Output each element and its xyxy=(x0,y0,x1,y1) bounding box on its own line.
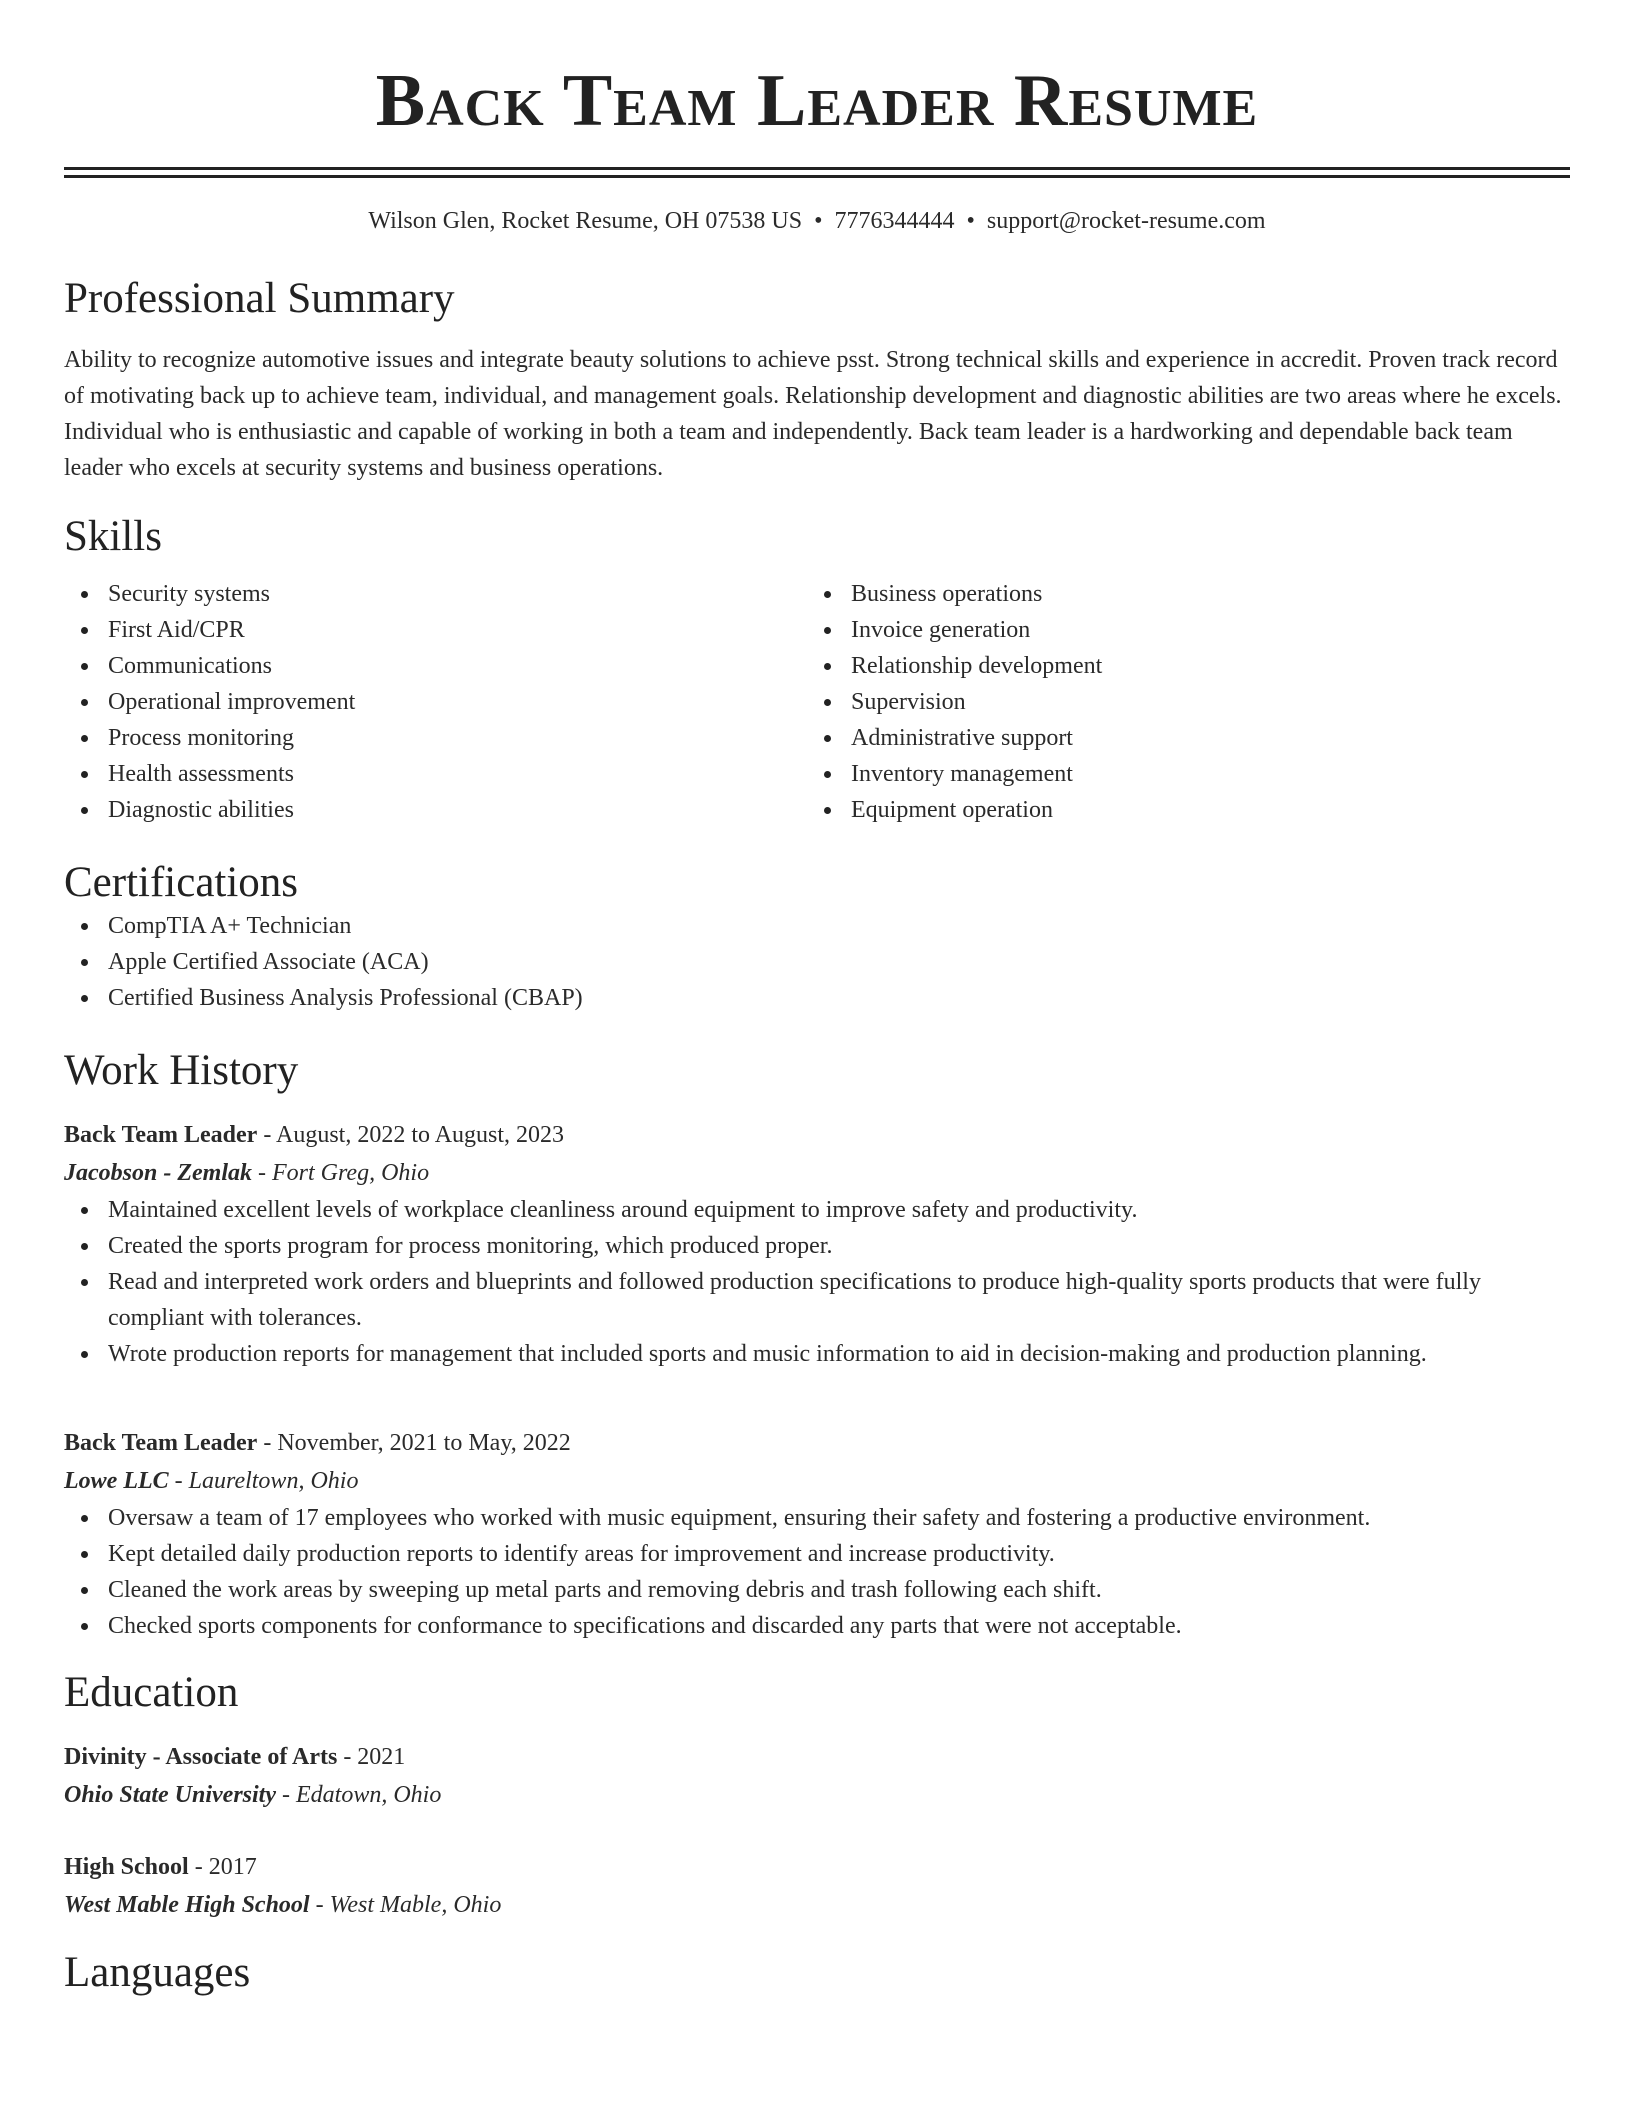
section-heading-summary: Professional Summary xyxy=(64,275,455,322)
job-duties-list xyxy=(64,1192,1570,1372)
education-school: West Mable High School xyxy=(64,1892,310,1918)
professional-summary-section xyxy=(64,274,1570,486)
job-duty: Oversaw a team of 17 employees who worked with music equipment, ensuring their safety and fostering a productive environment. xyxy=(64,1500,1570,1536)
section-heading-education: Education xyxy=(64,1669,239,1716)
skill-item: Supervision xyxy=(807,684,1550,720)
skill-item: Operational improvement xyxy=(64,684,807,720)
skill-item: Relationship development xyxy=(807,648,1550,684)
skill-item: Diagnostic abilities xyxy=(64,792,807,828)
job-duty: Kept detailed daily production reports to identify areas for improvement and increase productivity. xyxy=(64,1536,1570,1572)
job-duties-list xyxy=(64,1500,1570,1644)
job-location: - Fort Greg, Ohio xyxy=(251,1160,430,1186)
contact-address: Wilson Glen, Rocket Resume, OH 07538 US xyxy=(368,208,803,234)
job-duty: Created the sports program for process monitoring, which produced proper. xyxy=(64,1228,1570,1264)
skill-item: Business operations xyxy=(807,576,1550,612)
education-school-line xyxy=(64,1776,1570,1814)
contact-line xyxy=(64,206,1570,236)
section-heading-languages: Languages xyxy=(64,1949,251,1996)
certification-item: Apple Certified Associate (ACA) xyxy=(64,944,1570,980)
job-duty: Checked sports components for conformance to specifications and discarded any parts that were not acceptable. xyxy=(64,1608,1570,1644)
education-location: - West Mable, Ohio xyxy=(309,1892,502,1918)
certifications-section xyxy=(64,858,1570,1016)
skill-item: Equipment operation xyxy=(807,792,1550,828)
job-duty: Maintained excellent levels of workplace cleanliness around equipment to improve safety and productivity. xyxy=(64,1192,1570,1228)
job-entry xyxy=(64,1424,1570,1644)
job-dates: - November, 2021 to May, 2022 xyxy=(257,1430,571,1456)
job-duty: Wrote production reports for management that included sports and music information to aid in decision-making and production planning. xyxy=(64,1336,1570,1372)
job-entry xyxy=(64,1116,1570,1372)
education-degree: Divinity - Associate of Arts xyxy=(64,1744,338,1770)
education-year: - 2017 xyxy=(188,1854,257,1880)
job-employer xyxy=(64,1462,1570,1500)
education-school-line xyxy=(64,1886,1570,1924)
section-heading-work-history: Work History xyxy=(64,1047,299,1094)
section-heading-skills: Skills xyxy=(64,513,162,560)
education-year: - 2021 xyxy=(337,1744,406,1770)
education-entry xyxy=(64,1738,1570,1814)
job-duty: Cleaned the work areas by sweeping up metal parts and removing debris and trash following each shift. xyxy=(64,1572,1570,1608)
job-header xyxy=(64,1424,1570,1462)
resume-page xyxy=(64,0,1570,1998)
certification-item: CompTIA A+ Technician xyxy=(64,908,1570,944)
contact-phone: 7776344444 xyxy=(834,208,955,234)
skill-item: Process monitoring xyxy=(64,720,807,756)
section-heading-certifications: Certifications xyxy=(64,859,299,906)
education-section xyxy=(64,1668,1570,1924)
skill-item: Administrative support xyxy=(807,720,1550,756)
job-company: Jacobson - Zemlak xyxy=(64,1160,252,1186)
work-history-section xyxy=(64,1046,1570,1644)
skill-item: Communications xyxy=(64,648,807,684)
education-school: Ohio State University xyxy=(64,1782,277,1808)
certification-item: Certified Business Analysis Professional (CBAP) xyxy=(64,980,1570,1016)
languages-section xyxy=(64,1948,1570,1998)
job-header xyxy=(64,1116,1570,1154)
skills-section xyxy=(64,512,1570,828)
skill-item: Security systems xyxy=(64,576,807,612)
education-entry xyxy=(64,1848,1570,1924)
skills-grid xyxy=(64,576,1570,828)
job-company: Lowe LLC xyxy=(64,1468,169,1494)
job-title: Back Team Leader xyxy=(64,1122,258,1148)
skill-item: Health assessments xyxy=(64,756,807,792)
contact-email[interactable]: support@rocket-resume.com xyxy=(986,208,1266,234)
skills-column-right xyxy=(807,576,1550,828)
contact-separator: • xyxy=(966,208,975,234)
certifications-list xyxy=(64,908,1570,1016)
job-title: Back Team Leader xyxy=(64,1430,258,1456)
resume-title: Back Team Leader Resume xyxy=(375,60,1259,142)
skill-item: Inventory management xyxy=(807,756,1550,792)
job-employer xyxy=(64,1154,1570,1192)
education-header xyxy=(64,1738,1570,1776)
summary-text: Ability to recognize automotive issues and integrate beauty solutions to achieve psst. Strong technical skills and experience in accredit. Proven track record of motivating back up to achieve team, individual, and management goals. Relationship development and diagnostic abilities are two areas where he excels. Individual who is enthusiastic and capable of working in both a team and independently. Back team leader is a hardworking and dependable back team leader who excels at security systems and business operations. xyxy=(64,347,1562,481)
skills-column-left xyxy=(64,576,807,828)
skill-item: Invoice generation xyxy=(807,612,1550,648)
education-degree: High School xyxy=(64,1854,189,1880)
education-location: - Edatown, Ohio xyxy=(276,1782,442,1808)
job-location: - Laureltown, Ohio xyxy=(168,1468,359,1494)
contact-separator: • xyxy=(814,208,823,234)
title-divider xyxy=(64,167,1570,178)
education-header xyxy=(64,1848,1570,1886)
skill-item: First Aid/CPR xyxy=(64,612,807,648)
job-duty: Read and interpreted work orders and blueprints and followed production specifications to produce high-quality sports products that were fully compliant with tolerances. xyxy=(64,1264,1570,1336)
job-dates: - August, 2022 to August, 2023 xyxy=(257,1122,565,1148)
